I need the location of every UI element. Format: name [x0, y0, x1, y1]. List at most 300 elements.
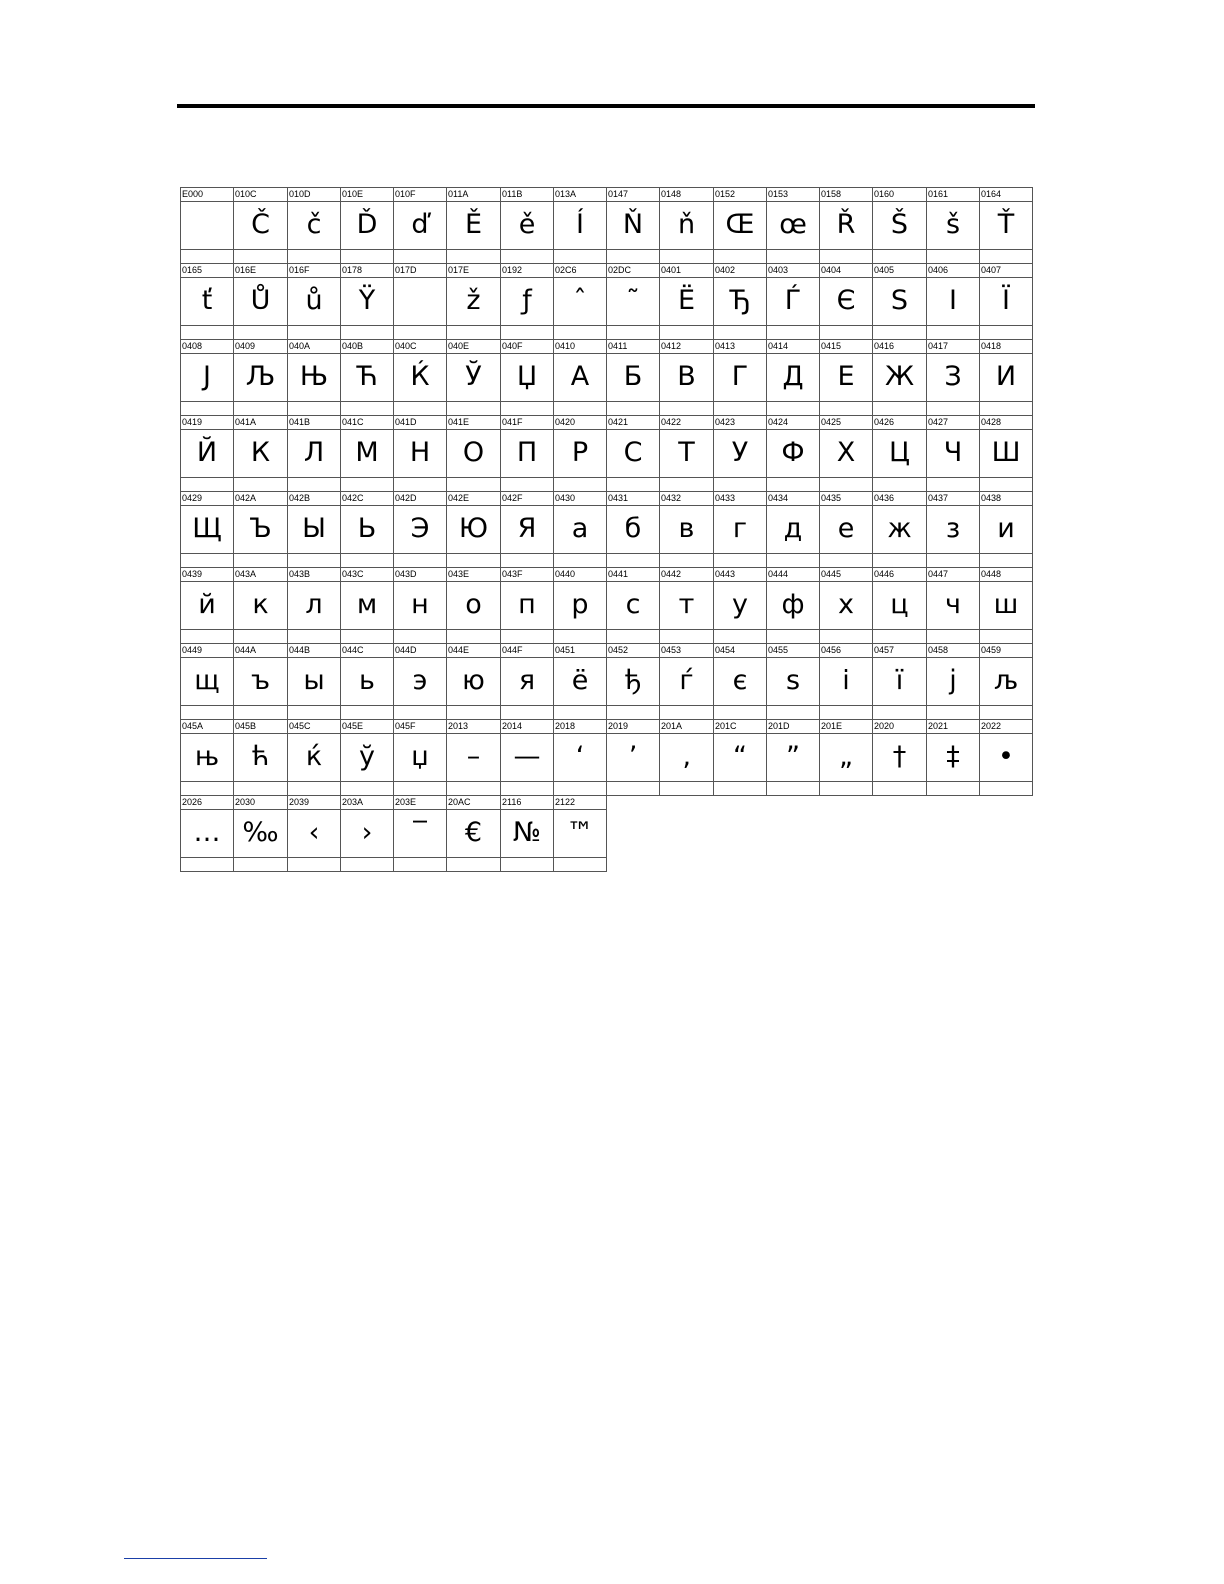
unicode-code-label: 0443 [714, 568, 766, 581]
glyph-cell-footer [447, 705, 500, 719]
unicode-code-label: 041F [501, 416, 553, 429]
glyph-cell-footer [394, 705, 446, 719]
glyph-sample: „ [820, 733, 872, 782]
unicode-code-label: 2030 [234, 796, 287, 809]
unicode-code-label: 0439 [181, 568, 233, 581]
glyph-sample: Ч [927, 429, 979, 478]
glyph-sample: Х [820, 429, 872, 478]
glyph-sample: џ [394, 733, 446, 782]
glyph-cell [500, 795, 554, 872]
glyph-sample: ы [288, 657, 340, 706]
glyph-cell [233, 795, 288, 872]
glyph-cell-footer [660, 477, 713, 491]
glyph-sample: … [181, 809, 233, 858]
glyph-sample: Ь [341, 505, 393, 554]
unicode-code-label: 041B [288, 416, 340, 429]
glyph-cell [659, 643, 714, 720]
unicode-code-label: 045B [234, 720, 287, 733]
glyph-cell-footer [820, 325, 872, 339]
glyph-sample: Ж [873, 353, 926, 402]
glyph-sample: Э [394, 505, 446, 554]
glyph-cell-footer [714, 249, 766, 263]
unicode-code-label: 0455 [767, 644, 819, 657]
glyph-cell-footer [181, 857, 233, 871]
glyph-sample: Й [181, 429, 233, 478]
glyph-cell [340, 415, 394, 492]
glyph-cell-footer [181, 629, 233, 643]
glyph-cell-footer [607, 249, 659, 263]
glyph-sample: ж [873, 505, 926, 554]
glyph-sample: Ъ [234, 505, 287, 554]
glyph-sample: ў [341, 733, 393, 782]
glyph-cell [180, 643, 234, 720]
glyph-cell-footer [181, 781, 233, 795]
unicode-code-label: 0407 [980, 264, 1032, 277]
glyph-cell [180, 491, 234, 568]
glyph-cell [233, 567, 288, 644]
glyph-sample: ч [927, 581, 979, 630]
glyph-sample: Ђ [714, 277, 766, 326]
glyph-sample: к [234, 581, 287, 630]
glyph-cell-footer [714, 401, 766, 415]
glyph-cell-footer [288, 325, 340, 339]
glyph-sample: т [660, 581, 713, 630]
unicode-code-label: 043C [341, 568, 393, 581]
glyph-cell [766, 643, 820, 720]
glyph-cell [553, 187, 607, 264]
glyph-cell [287, 491, 341, 568]
glyph-sample: И [980, 353, 1032, 402]
glyph-sample: Љ [234, 353, 287, 402]
unicode-code-label: 201C [714, 720, 766, 733]
glyph-sample: В [660, 353, 713, 402]
unicode-code-label: 0413 [714, 340, 766, 353]
glyph-sample: ‡ [927, 733, 979, 782]
glyph-cell [446, 795, 501, 872]
unicode-code-label: 0446 [873, 568, 926, 581]
glyph-sample: Ř [820, 201, 872, 250]
glyph-cell-footer [714, 477, 766, 491]
glyph-sample: Ф [767, 429, 819, 478]
glyph-cell [446, 491, 501, 568]
unicode-code-label: 0402 [714, 264, 766, 277]
unicode-code-label: 0453 [660, 644, 713, 657]
glyph-cell-footer [234, 553, 287, 567]
glyph-sample: ˜ [607, 277, 659, 326]
glyph-cell [979, 339, 1033, 416]
glyph-cell [340, 567, 394, 644]
unicode-code-label: 0416 [873, 340, 926, 353]
glyph-cell [180, 567, 234, 644]
unicode-code-label: 0432 [660, 492, 713, 505]
glyph-cell [340, 339, 394, 416]
glyph-cell [500, 339, 554, 416]
unicode-code-label: 042B [288, 492, 340, 505]
glyph-cell-footer [820, 401, 872, 415]
glyph-sample: Í [554, 201, 606, 250]
glyph-cell-footer [820, 553, 872, 567]
glyph-cell [819, 339, 873, 416]
unicode-code-label: 0412 [660, 340, 713, 353]
glyph-cell-footer [660, 249, 713, 263]
glyph-cell-footer [181, 553, 233, 567]
glyph-sample: ш [980, 581, 1032, 630]
glyph-sample: с [607, 581, 659, 630]
unicode-code-label: 041D [394, 416, 446, 429]
glyph-cell-footer [927, 477, 979, 491]
unicode-code-label: 203A [341, 796, 393, 809]
glyph-cell [766, 567, 820, 644]
unicode-code-label: 0448 [980, 568, 1032, 581]
glyph-cell-footer [820, 477, 872, 491]
glyph-cell [606, 643, 660, 720]
unicode-code-label: 0459 [980, 644, 1032, 657]
glyph-cell-footer [714, 781, 766, 795]
glyph-cell [606, 719, 660, 796]
glyph-sample: Ш [980, 429, 1032, 478]
glyph-cell [287, 643, 341, 720]
glyph-cell-footer [501, 325, 553, 339]
unicode-code-label: 040C [394, 340, 446, 353]
glyph-cell-footer [607, 477, 659, 491]
glyph-cell [180, 187, 234, 264]
glyph-cell-footer [447, 629, 500, 643]
unicode-code-label: 044B [288, 644, 340, 657]
glyph-sample: А [554, 353, 606, 402]
glyph-cell-footer [394, 325, 446, 339]
glyph-cell-footer [234, 325, 287, 339]
glyph-cell [287, 415, 341, 492]
unicode-code-label: 0458 [927, 644, 979, 657]
glyph-cell [872, 719, 927, 796]
glyph-cell-footer [767, 629, 819, 643]
glyph-cell [553, 719, 607, 796]
glyph-cell-footer [873, 325, 926, 339]
unicode-code-label: 0161 [927, 188, 979, 201]
glyph-cell-footer [607, 553, 659, 567]
unicode-code-label: 040E [447, 340, 500, 353]
unicode-code-label: 0422 [660, 416, 713, 429]
glyph-sample: ƒ [501, 277, 553, 326]
unicode-code-label: 045E [341, 720, 393, 733]
glyph-cell [659, 263, 714, 340]
unicode-code-label: 0419 [181, 416, 233, 429]
glyph-cell [393, 567, 447, 644]
glyph-cell [233, 415, 288, 492]
glyph-cell [766, 339, 820, 416]
glyph-cell-footer [394, 401, 446, 415]
glyph-sample: Ť [980, 201, 1032, 250]
unicode-code-label: 0456 [820, 644, 872, 657]
unicode-code-label: 0158 [820, 188, 872, 201]
unicode-code-label: 0423 [714, 416, 766, 429]
glyph-cell [446, 339, 501, 416]
glyph-cell [926, 187, 980, 264]
glyph-cell [500, 491, 554, 568]
glyph-sample: Џ [501, 353, 553, 402]
glyph-cell [926, 263, 980, 340]
glyph-cell [233, 187, 288, 264]
glyph-cell-footer [927, 629, 979, 643]
unicode-code-label: 0408 [181, 340, 233, 353]
glyph-cell-footer [873, 705, 926, 719]
unicode-code-label: 2021 [927, 720, 979, 733]
glyph-sample: ž [447, 277, 500, 326]
glyph-cell [766, 719, 820, 796]
glyph-cell [872, 187, 927, 264]
glyph-sample: Ы [288, 505, 340, 554]
glyph-cell [872, 567, 927, 644]
glyph-cell-footer [767, 781, 819, 795]
unicode-code-label: 0426 [873, 416, 926, 429]
glyph-cell-footer [288, 553, 340, 567]
glyph-sample: Д [767, 353, 819, 402]
glyph-cell-footer [394, 781, 446, 795]
glyph-cell [659, 491, 714, 568]
glyph-cell [287, 795, 341, 872]
unicode-code-label: 0437 [927, 492, 979, 505]
glyph-sample: ё [554, 657, 606, 706]
glyph-cell [287, 567, 341, 644]
glyph-cell [340, 643, 394, 720]
glyph-cell [500, 415, 554, 492]
glyph-sample: з [927, 505, 979, 554]
glyph-sample: у [714, 581, 766, 630]
unicode-code-label: 0192 [501, 264, 553, 277]
unicode-code-label: 2013 [447, 720, 500, 733]
glyph-cell-footer [288, 781, 340, 795]
glyph-sample: ď [394, 201, 446, 250]
glyph-cell [819, 719, 873, 796]
unicode-code-label: 0445 [820, 568, 872, 581]
glyph-sample: О [447, 429, 500, 478]
glyph-cell-footer [501, 401, 553, 415]
unicode-code-label: 044E [447, 644, 500, 657]
glyph-cell [979, 187, 1033, 264]
glyph-cell-footer [714, 325, 766, 339]
glyph-cell [979, 415, 1033, 492]
glyph-cell-footer [501, 705, 553, 719]
glyph-sample: У [714, 429, 766, 478]
glyph-cell [233, 263, 288, 340]
glyph-sample: ‘ [554, 733, 606, 782]
glyph-cell-footer [181, 401, 233, 415]
glyph-cell [180, 339, 234, 416]
glyph-cell-footer [181, 325, 233, 339]
glyph-sample: Ň [607, 201, 659, 250]
glyph-sample: Е [820, 353, 872, 402]
glyph-cell-footer [660, 705, 713, 719]
unicode-code-label: 0164 [980, 188, 1032, 201]
glyph-cell [659, 187, 714, 264]
unicode-code-label: 043E [447, 568, 500, 581]
glyph-cell [393, 187, 447, 264]
unicode-code-label: 0165 [181, 264, 233, 277]
glyph-cell [872, 643, 927, 720]
glyph-sample: н [394, 581, 446, 630]
glyph-sample: ň [660, 201, 713, 250]
unicode-code-label: 042A [234, 492, 287, 505]
unicode-code-label: 0428 [980, 416, 1032, 429]
glyph-cell-footer [234, 629, 287, 643]
glyph-sample: д [767, 505, 819, 554]
glyph-sample: х [820, 581, 872, 630]
glyph-cell [233, 643, 288, 720]
glyph-cell [606, 567, 660, 644]
unicode-code-label: 0430 [554, 492, 606, 505]
glyph-cell [287, 263, 341, 340]
glyph-sample: Є [820, 277, 872, 326]
glyph-sample: č [288, 201, 340, 250]
unicode-code-label: 0420 [554, 416, 606, 429]
glyph-cell-footer [980, 325, 1032, 339]
glyph-sample: • [980, 733, 1032, 782]
glyph-sample: Ц [873, 429, 926, 478]
glyph-cell [553, 339, 607, 416]
unicode-code-label: 0406 [927, 264, 979, 277]
glyph-cell [872, 491, 927, 568]
glyph-cell-footer [980, 477, 1032, 491]
glyph-sample: ě [501, 201, 553, 250]
glyph-cell [606, 187, 660, 264]
unicode-code-label: 2116 [501, 796, 553, 809]
unicode-code-label: 0433 [714, 492, 766, 505]
glyph-cell-footer [873, 401, 926, 415]
glyph-cell [180, 263, 234, 340]
unicode-code-label: 043A [234, 568, 287, 581]
glyph-cell [819, 567, 873, 644]
glyph-sample: љ [980, 657, 1032, 706]
bottom-footnote-rule [124, 1558, 267, 1559]
unicode-code-label: 010E [341, 188, 393, 201]
glyph-cell [606, 263, 660, 340]
unicode-code-label: 0431 [607, 492, 659, 505]
glyph-sample: Ё [660, 277, 713, 326]
glyph-cell-footer [927, 553, 979, 567]
glyph-sample: ѓ [660, 657, 713, 706]
unicode-code-label: 2022 [980, 720, 1032, 733]
glyph-sample: ‾ [394, 809, 446, 858]
unicode-code-label: 042D [394, 492, 446, 505]
glyph-cell-footer [394, 629, 446, 643]
unicode-code-label: 0152 [714, 188, 766, 201]
glyph-sample: † [873, 733, 926, 782]
unicode-code-label: 042E [447, 492, 500, 505]
glyph-cell-footer [607, 705, 659, 719]
glyph-cell-footer [873, 629, 926, 643]
unicode-code-label: 201D [767, 720, 819, 733]
glyph-sample: ю [447, 657, 500, 706]
glyph-cell [393, 415, 447, 492]
glyph-cell [713, 187, 767, 264]
unicode-code-label: 010D [288, 188, 340, 201]
unicode-code-label: 0425 [820, 416, 872, 429]
unicode-code-label: 203E [394, 796, 446, 809]
glyph-cell [233, 719, 288, 796]
glyph-sample [394, 277, 446, 326]
glyph-sample: ћ [234, 733, 287, 782]
unicode-code-label: 0409 [234, 340, 287, 353]
glyph-cell-footer [767, 477, 819, 491]
unicode-code-label: 0403 [767, 264, 819, 277]
glyph-sample: Ů [234, 277, 287, 326]
glyph-sample: — [501, 733, 553, 782]
glyph-cell-footer [341, 705, 393, 719]
glyph-cell [500, 187, 554, 264]
glyph-sample: Л [288, 429, 340, 478]
glyph-cell-footer [234, 705, 287, 719]
glyph-cell [606, 491, 660, 568]
glyph-sample: е [820, 505, 872, 554]
glyph-sample: є [714, 657, 766, 706]
glyph-sample: М [341, 429, 393, 478]
glyph-cell [446, 263, 501, 340]
glyph-cell [553, 415, 607, 492]
unicode-code-label: 201A [660, 720, 713, 733]
unicode-code-label: 0447 [927, 568, 979, 581]
glyph-sample: ‹ [288, 809, 340, 858]
glyph-cell-footer [873, 781, 926, 795]
glyph-cell [926, 491, 980, 568]
glyph-cell-footer [394, 857, 446, 871]
glyph-cell-footer [501, 553, 553, 567]
glyph-cell-footer [447, 325, 500, 339]
glyph-cell-footer [501, 477, 553, 491]
glyph-cell [659, 719, 714, 796]
glyph-cell [713, 719, 767, 796]
glyph-cell-footer [927, 325, 979, 339]
glyph-cell-footer [341, 857, 393, 871]
glyph-cell [766, 415, 820, 492]
glyph-cell-footer [767, 249, 819, 263]
glyph-cell [500, 567, 554, 644]
unicode-code-label: 0414 [767, 340, 819, 353]
glyph-sample: в [660, 505, 713, 554]
glyph-cell-footer [927, 781, 979, 795]
glyph-sample: Ÿ [341, 277, 393, 326]
unicode-code-label: 0441 [607, 568, 659, 581]
glyph-cell-footer [660, 325, 713, 339]
glyph-cell [393, 491, 447, 568]
glyph-cell-footer [554, 401, 606, 415]
unicode-code-label: 2039 [288, 796, 340, 809]
glyph-cell [713, 339, 767, 416]
unicode-code-label: 010F [394, 188, 446, 201]
glyph-cell [393, 795, 447, 872]
glyph-cell-footer [660, 629, 713, 643]
glyph-cell [340, 187, 394, 264]
unicode-code-label: 0435 [820, 492, 872, 505]
glyph-cell-footer [288, 401, 340, 415]
glyph-sample: Н [394, 429, 446, 478]
glyph-cell [446, 719, 501, 796]
unicode-code-label: 0449 [181, 644, 233, 657]
glyph-cell [713, 491, 767, 568]
glyph-cell [713, 643, 767, 720]
glyph-cell [287, 187, 341, 264]
unicode-code-label: 044F [501, 644, 553, 657]
glyph-sample: № [501, 809, 553, 858]
glyph-sample: ’ [607, 733, 659, 782]
glyph-cell-footer [767, 325, 819, 339]
glyph-cell [340, 491, 394, 568]
glyph-cell [819, 415, 873, 492]
glyph-sample: я [501, 657, 553, 706]
glyph-sample: э [394, 657, 446, 706]
glyph-cell [713, 567, 767, 644]
unicode-code-label: E000 [181, 188, 233, 201]
glyph-cell [872, 263, 927, 340]
